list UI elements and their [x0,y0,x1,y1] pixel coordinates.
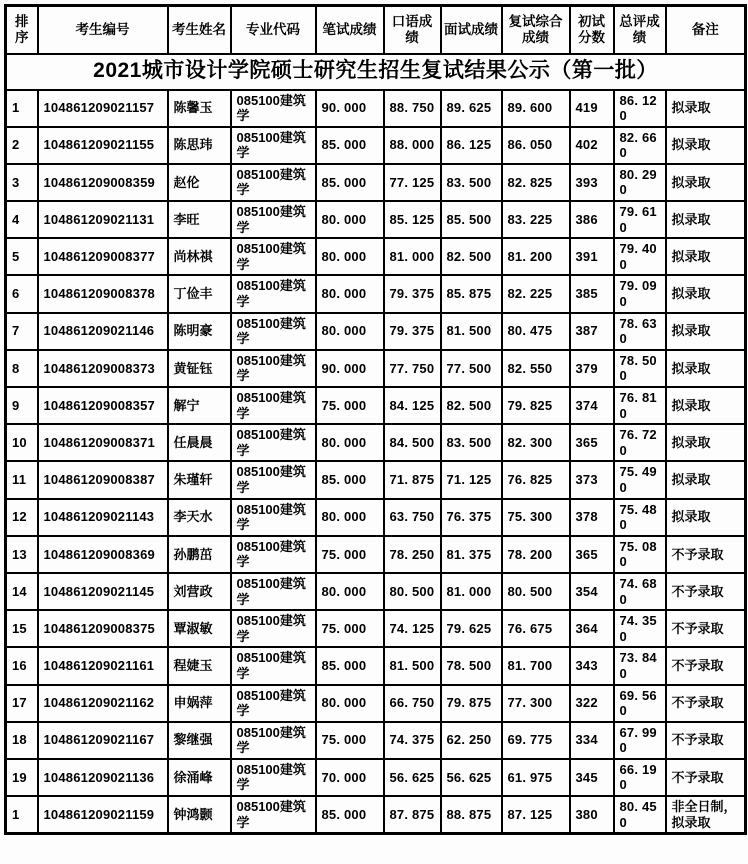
cell-total_score: 80. 450 [614,796,666,834]
table-row [6,499,746,536]
table-row [6,201,746,238]
column-header-rank: 排序 [6,6,38,54]
cell-name: 孙鹏茁 [168,536,231,573]
cell-written_score: 75. 000 [316,722,384,759]
cell-initial_score: 387 [570,313,614,350]
cell-oral_score: 77. 125 [384,164,441,201]
cell-remark: 拟录取 [666,90,746,127]
cell-major_code: 085100建筑学 [231,499,316,536]
cell-total_score: 75. 490 [614,461,666,498]
cell-total_score: 74. 680 [614,573,666,610]
table-row [6,722,746,759]
column-header-major_code: 专业代码 [231,6,316,54]
cell-candidate_id: 104861209008357 [38,387,168,424]
cell-initial_score: 385 [570,275,614,312]
cell-interview_score: 85. 875 [441,275,502,312]
cell-total_score: 79. 090 [614,275,666,312]
cell-major_code: 085100建筑学 [231,275,316,312]
cell-candidate_id: 104861209021162 [38,685,168,722]
cell-rank: 17 [6,685,38,722]
cell-comprehensive_score: 89. 600 [502,90,570,127]
cell-major_code: 085100建筑学 [231,164,316,201]
cell-rank: 11 [6,461,38,498]
cell-interview_score: 78. 500 [441,647,502,684]
cell-interview_score: 82. 500 [441,387,502,424]
cell-interview_score: 85. 500 [441,201,502,238]
cell-rank: 10 [6,424,38,461]
cell-major_code: 085100建筑学 [231,350,316,387]
cell-initial_score: 365 [570,536,614,573]
cell-total_score: 82. 660 [614,127,666,164]
cell-major_code: 085100建筑学 [231,573,316,610]
cell-name: 钟鸿颢 [168,796,231,834]
cell-rank: 18 [6,722,38,759]
cell-total_score: 74. 350 [614,610,666,647]
column-header-oral_score: 口语成绩 [384,6,441,54]
cell-major_code: 085100建筑学 [231,424,316,461]
cell-comprehensive_score: 82. 550 [502,350,570,387]
cell-remark: 拟录取 [666,350,746,387]
cell-candidate_id: 104861209021155 [38,127,168,164]
cell-total_score: 66. 190 [614,759,666,796]
cell-initial_score: 386 [570,201,614,238]
cell-written_score: 80. 000 [316,313,384,350]
results-table [4,4,747,835]
cell-oral_score: 56. 625 [384,759,441,796]
cell-rank: 15 [6,610,38,647]
cell-interview_score: 56. 625 [441,759,502,796]
table-row [6,796,746,834]
cell-candidate_id: 104861209021157 [38,90,168,127]
cell-remark: 拟录取 [666,164,746,201]
column-header-interview_score: 面试成绩 [441,6,502,54]
table-row [6,90,746,127]
cell-initial_score: 354 [570,573,614,610]
cell-written_score: 80. 000 [316,424,384,461]
cell-candidate_id: 104861209021146 [38,313,168,350]
page-title: 2021城市设计学院硕士研究生招生复试结果公示（第一批） [6,54,746,90]
cell-comprehensive_score: 86. 050 [502,127,570,164]
cell-interview_score: 88. 875 [441,796,502,834]
cell-comprehensive_score: 82. 300 [502,424,570,461]
cell-written_score: 80. 000 [316,685,384,722]
cell-comprehensive_score: 79. 825 [502,387,570,424]
cell-initial_score: 391 [570,238,614,275]
cell-initial_score: 380 [570,796,614,834]
table-row [6,238,746,275]
cell-major_code: 085100建筑学 [231,610,316,647]
cell-total_score: 80. 290 [614,164,666,201]
cell-remark: 拟录取 [666,461,746,498]
cell-major_code: 085100建筑学 [231,127,316,164]
cell-remark: 不予录取 [666,722,746,759]
cell-candidate_id: 104861209021161 [38,647,168,684]
cell-rank: 8 [6,350,38,387]
column-header-candidate_id: 考生编号 [38,6,168,54]
cell-candidate_id: 104861209021143 [38,499,168,536]
cell-oral_score: 79. 375 [384,275,441,312]
cell-interview_score: 77. 500 [441,350,502,387]
cell-initial_score: 419 [570,90,614,127]
cell-interview_score: 82. 500 [441,238,502,275]
cell-written_score: 75. 000 [316,387,384,424]
cell-written_score: 75. 000 [316,610,384,647]
cell-comprehensive_score: 83. 225 [502,201,570,238]
table-row [6,424,746,461]
table-row [6,350,746,387]
cell-comprehensive_score: 75. 300 [502,499,570,536]
cell-oral_score: 74. 375 [384,722,441,759]
column-header-written_score: 笔试成绩 [316,6,384,54]
cell-oral_score: 78. 250 [384,536,441,573]
cell-total_score: 75. 080 [614,536,666,573]
cell-major_code: 085100建筑学 [231,387,316,424]
cell-rank: 2 [6,127,38,164]
cell-candidate_id: 104861209021136 [38,759,168,796]
cell-major_code: 085100建筑学 [231,238,316,275]
cell-name: 任晨晨 [168,424,231,461]
cell-major_code: 085100建筑学 [231,536,316,573]
cell-candidate_id: 104861209021167 [38,722,168,759]
cell-oral_score: 81. 500 [384,647,441,684]
cell-candidate_id: 104861209008375 [38,610,168,647]
cell-rank: 5 [6,238,38,275]
table-row [6,164,746,201]
cell-written_score: 75. 000 [316,536,384,573]
table-body [6,90,746,834]
cell-oral_score: 79. 375 [384,313,441,350]
cell-comprehensive_score: 81. 200 [502,238,570,275]
cell-total_score: 79. 610 [614,201,666,238]
cell-interview_score: 83. 500 [441,424,502,461]
cell-name: 覃淑敏 [168,610,231,647]
cell-remark: 拟录取 [666,424,746,461]
cell-total_score: 73. 840 [614,647,666,684]
cell-comprehensive_score: 77. 300 [502,685,570,722]
cell-initial_score: 378 [570,499,614,536]
cell-name: 程婕玉 [168,647,231,684]
cell-candidate_id: 104861209008369 [38,536,168,573]
cell-major_code: 085100建筑学 [231,647,316,684]
cell-rank: 16 [6,647,38,684]
cell-rank: 1 [6,796,38,834]
cell-name: 丁俭丰 [168,275,231,312]
cell-remark: 不予录取 [666,573,746,610]
cell-major_code: 085100建筑学 [231,90,316,127]
cell-name: 解宁 [168,387,231,424]
cell-written_score: 80. 000 [316,275,384,312]
cell-name: 徐涌峰 [168,759,231,796]
cell-name: 李天水 [168,499,231,536]
cell-remark: 拟录取 [666,275,746,312]
cell-total_score: 69. 560 [614,685,666,722]
cell-comprehensive_score: 69. 775 [502,722,570,759]
cell-written_score: 85. 000 [316,164,384,201]
cell-candidate_id: 104861209008378 [38,275,168,312]
cell-written_score: 85. 000 [316,461,384,498]
cell-total_score: 79. 400 [614,238,666,275]
cell-major_code: 085100建筑学 [231,685,316,722]
cell-initial_score: 334 [570,722,614,759]
cell-comprehensive_score: 80. 500 [502,573,570,610]
cell-name: 陈明豪 [168,313,231,350]
cell-initial_score: 374 [570,387,614,424]
cell-rank: 9 [6,387,38,424]
cell-name: 陈馨玉 [168,90,231,127]
table-row [6,647,746,684]
cell-interview_score: 62. 250 [441,722,502,759]
table-row [6,536,746,573]
cell-oral_score: 66. 750 [384,685,441,722]
cell-rank: 7 [6,313,38,350]
cell-written_score: 80. 000 [316,201,384,238]
cell-interview_score: 89. 625 [441,90,502,127]
cell-initial_score: 364 [570,610,614,647]
cell-remark: 不予录取 [666,647,746,684]
cell-remark: 拟录取 [666,313,746,350]
cell-major_code: 085100建筑学 [231,313,316,350]
cell-initial_score: 345 [570,759,614,796]
cell-oral_score: 74. 125 [384,610,441,647]
cell-oral_score: 63. 750 [384,499,441,536]
cell-major_code: 085100建筑学 [231,461,316,498]
cell-comprehensive_score: 76. 675 [502,610,570,647]
cell-candidate_id: 104861209008373 [38,350,168,387]
cell-initial_score: 402 [570,127,614,164]
cell-candidate_id: 104861209008359 [38,164,168,201]
cell-rank: 14 [6,573,38,610]
cell-rank: 12 [6,499,38,536]
cell-major_code: 085100建筑学 [231,759,316,796]
table-row [6,461,746,498]
cell-name: 申娲萍 [168,685,231,722]
cell-comprehensive_score: 80. 475 [502,313,570,350]
cell-candidate_id: 104861209008377 [38,238,168,275]
table-row [6,759,746,796]
cell-oral_score: 87. 875 [384,796,441,834]
cell-name: 李旺 [168,201,231,238]
cell-remark: 不予录取 [666,759,746,796]
header-row [6,6,746,54]
cell-initial_score: 322 [570,685,614,722]
cell-major_code: 085100建筑学 [231,796,316,834]
cell-oral_score: 77. 750 [384,350,441,387]
column-header-remark: 备注 [666,6,746,54]
cell-remark: 不予录取 [666,536,746,573]
cell-total_score: 75. 480 [614,499,666,536]
cell-oral_score: 84. 125 [384,387,441,424]
cell-remark: 非全日制，拟录取 [666,796,746,834]
column-header-name: 考生姓名 [168,6,231,54]
table-row [6,387,746,424]
column-header-total_score: 总评成绩 [614,6,666,54]
cell-comprehensive_score: 81. 700 [502,647,570,684]
cell-oral_score: 84. 500 [384,424,441,461]
table-row [6,127,746,164]
cell-total_score: 78. 500 [614,350,666,387]
cell-total_score: 86. 120 [614,90,666,127]
cell-name: 黎继强 [168,722,231,759]
cell-written_score: 90. 000 [316,90,384,127]
cell-total_score: 78. 630 [614,313,666,350]
cell-interview_score: 81. 375 [441,536,502,573]
cell-written_score: 80. 000 [316,238,384,275]
cell-rank: 13 [6,536,38,573]
cell-remark: 不予录取 [666,685,746,722]
cell-written_score: 80. 000 [316,499,384,536]
cell-name: 赵伦 [168,164,231,201]
table-row [6,685,746,722]
cell-comprehensive_score: 82. 225 [502,275,570,312]
cell-oral_score: 71. 875 [384,461,441,498]
cell-oral_score: 85. 125 [384,201,441,238]
cell-name: 尚林祺 [168,238,231,275]
cell-remark: 拟录取 [666,127,746,164]
cell-interview_score: 81. 000 [441,573,502,610]
cell-written_score: 85. 000 [316,647,384,684]
cell-interview_score: 81. 500 [441,313,502,350]
cell-major_code: 085100建筑学 [231,201,316,238]
cell-remark: 拟录取 [666,201,746,238]
cell-interview_score: 76. 375 [441,499,502,536]
cell-name: 刘营政 [168,573,231,610]
cell-interview_score: 79. 875 [441,685,502,722]
cell-oral_score: 88. 750 [384,90,441,127]
cell-interview_score: 79. 625 [441,610,502,647]
cell-comprehensive_score: 78. 200 [502,536,570,573]
cell-candidate_id: 104861209021145 [38,573,168,610]
cell-remark: 拟录取 [666,238,746,275]
cell-interview_score: 71. 125 [441,461,502,498]
table-row [6,313,746,350]
cell-comprehensive_score: 76. 825 [502,461,570,498]
cell-written_score: 80. 000 [316,573,384,610]
table-row [6,573,746,610]
cell-candidate_id: 104861209008371 [38,424,168,461]
cell-name: 朱瑾轩 [168,461,231,498]
cell-total_score: 67. 990 [614,722,666,759]
cell-remark: 不予录取 [666,610,746,647]
cell-written_score: 70. 000 [316,759,384,796]
cell-candidate_id: 104861209021131 [38,201,168,238]
cell-total_score: 76. 720 [614,424,666,461]
cell-rank: 19 [6,759,38,796]
cell-name: 黄钲钰 [168,350,231,387]
cell-oral_score: 81. 000 [384,238,441,275]
cell-comprehensive_score: 61. 975 [502,759,570,796]
table-row [6,610,746,647]
cell-name: 陈思玮 [168,127,231,164]
cell-written_score: 85. 000 [316,127,384,164]
cell-interview_score: 86. 125 [441,127,502,164]
table-row [6,275,746,312]
cell-remark: 拟录取 [666,387,746,424]
cell-candidate_id: 104861209021159 [38,796,168,834]
cell-written_score: 90. 000 [316,350,384,387]
cell-initial_score: 379 [570,350,614,387]
cell-comprehensive_score: 82. 825 [502,164,570,201]
cell-initial_score: 373 [570,461,614,498]
column-header-comprehensive_score: 复试综合成绩 [502,6,570,54]
column-header-initial_score: 初试分数 [570,6,614,54]
cell-initial_score: 365 [570,424,614,461]
cell-initial_score: 343 [570,647,614,684]
cell-interview_score: 83. 500 [441,164,502,201]
cell-oral_score: 80. 500 [384,573,441,610]
cell-major_code: 085100建筑学 [231,722,316,759]
cell-comprehensive_score: 87. 125 [502,796,570,834]
cell-initial_score: 393 [570,164,614,201]
cell-total_score: 76. 810 [614,387,666,424]
cell-written_score: 85. 000 [316,796,384,834]
cell-remark: 拟录取 [666,499,746,536]
cell-rank: 4 [6,201,38,238]
cell-candidate_id: 104861209008387 [38,461,168,498]
cell-rank: 6 [6,275,38,312]
cell-rank: 3 [6,164,38,201]
title-row [6,54,746,90]
cell-oral_score: 88. 000 [384,127,441,164]
cell-rank: 1 [6,90,38,127]
